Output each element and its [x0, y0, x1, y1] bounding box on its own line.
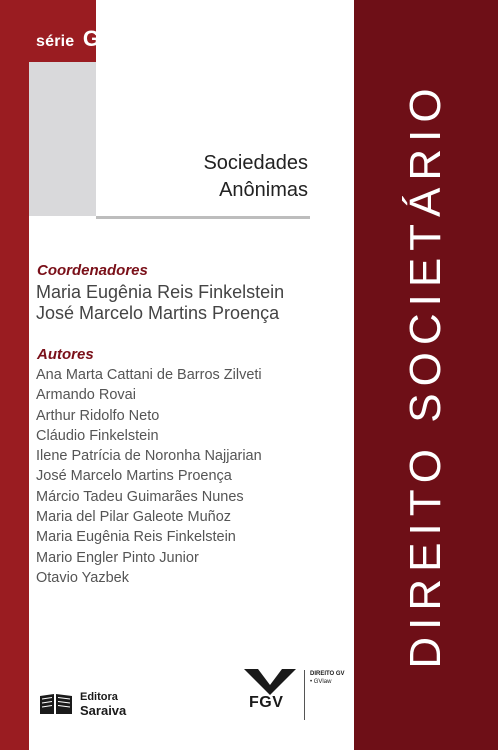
publisher-logo: [38, 690, 148, 720]
coordinators-list: [36, 282, 284, 324]
coordinators-label: Coordenadores: [37, 262, 148, 279]
author-name: Cláudio Finkelstein: [36, 427, 159, 444]
series-logo: [36, 26, 144, 52]
direito-gv-label: [310, 670, 345, 686]
series-gv: GV: [82, 26, 115, 51]
author-name: Arthur Ridolfo Neto: [36, 407, 160, 424]
publisher-line-2: Saraiva: [80, 703, 127, 718]
author-name: José Marcelo Martins Proença: [36, 468, 232, 485]
author-name: Maria Eugênia Reis Finkelstein: [36, 529, 236, 546]
fgv-name: FGV: [249, 694, 284, 711]
series-word: série: [36, 33, 75, 50]
spine-title: DIREITO SOCIETÁRIO: [401, 81, 450, 669]
author-name: Maria del Pilar Galeote Muñoz: [36, 509, 232, 526]
title-divider: [96, 216, 310, 219]
authors-list: [36, 365, 262, 588]
book-title-line-2: Anônimas: [219, 179, 308, 201]
book-title: [203, 150, 308, 204]
publisher-name: [80, 691, 126, 717]
coordinator-name: Maria Eugênia Reis Finkelstein: [36, 282, 285, 302]
direito-gv-line-1: DIREITO GV: [310, 671, 345, 677]
author-name: Márcio Tadeu Guimarães Nunes: [36, 488, 244, 505]
fgv-divider: [304, 670, 305, 720]
book-icon: [38, 692, 74, 716]
author-name: Ana Marta Cattani de Barros Zilveti: [36, 367, 262, 383]
series-law: law: [114, 29, 144, 51]
gray-accent-bar: [29, 62, 96, 216]
publisher-line-1: Editora: [80, 691, 118, 703]
coordinator-name: José Marcelo Martins Proença: [36, 303, 280, 323]
author-name: Ilene Patrícia de Noronha Najjarian: [36, 448, 262, 465]
left-maroon-strip: [0, 0, 29, 750]
author-name: Armando Rovai: [36, 387, 136, 404]
book-title-line-1: Sociedades: [203, 152, 308, 174]
direito-gv-line-2: • GVlaw: [310, 679, 332, 685]
authors-label: Autores: [37, 346, 94, 363]
author-name: Otavio Yazbek: [36, 569, 129, 586]
author-name: Mario Engler Pinto Junior: [36, 549, 199, 566]
